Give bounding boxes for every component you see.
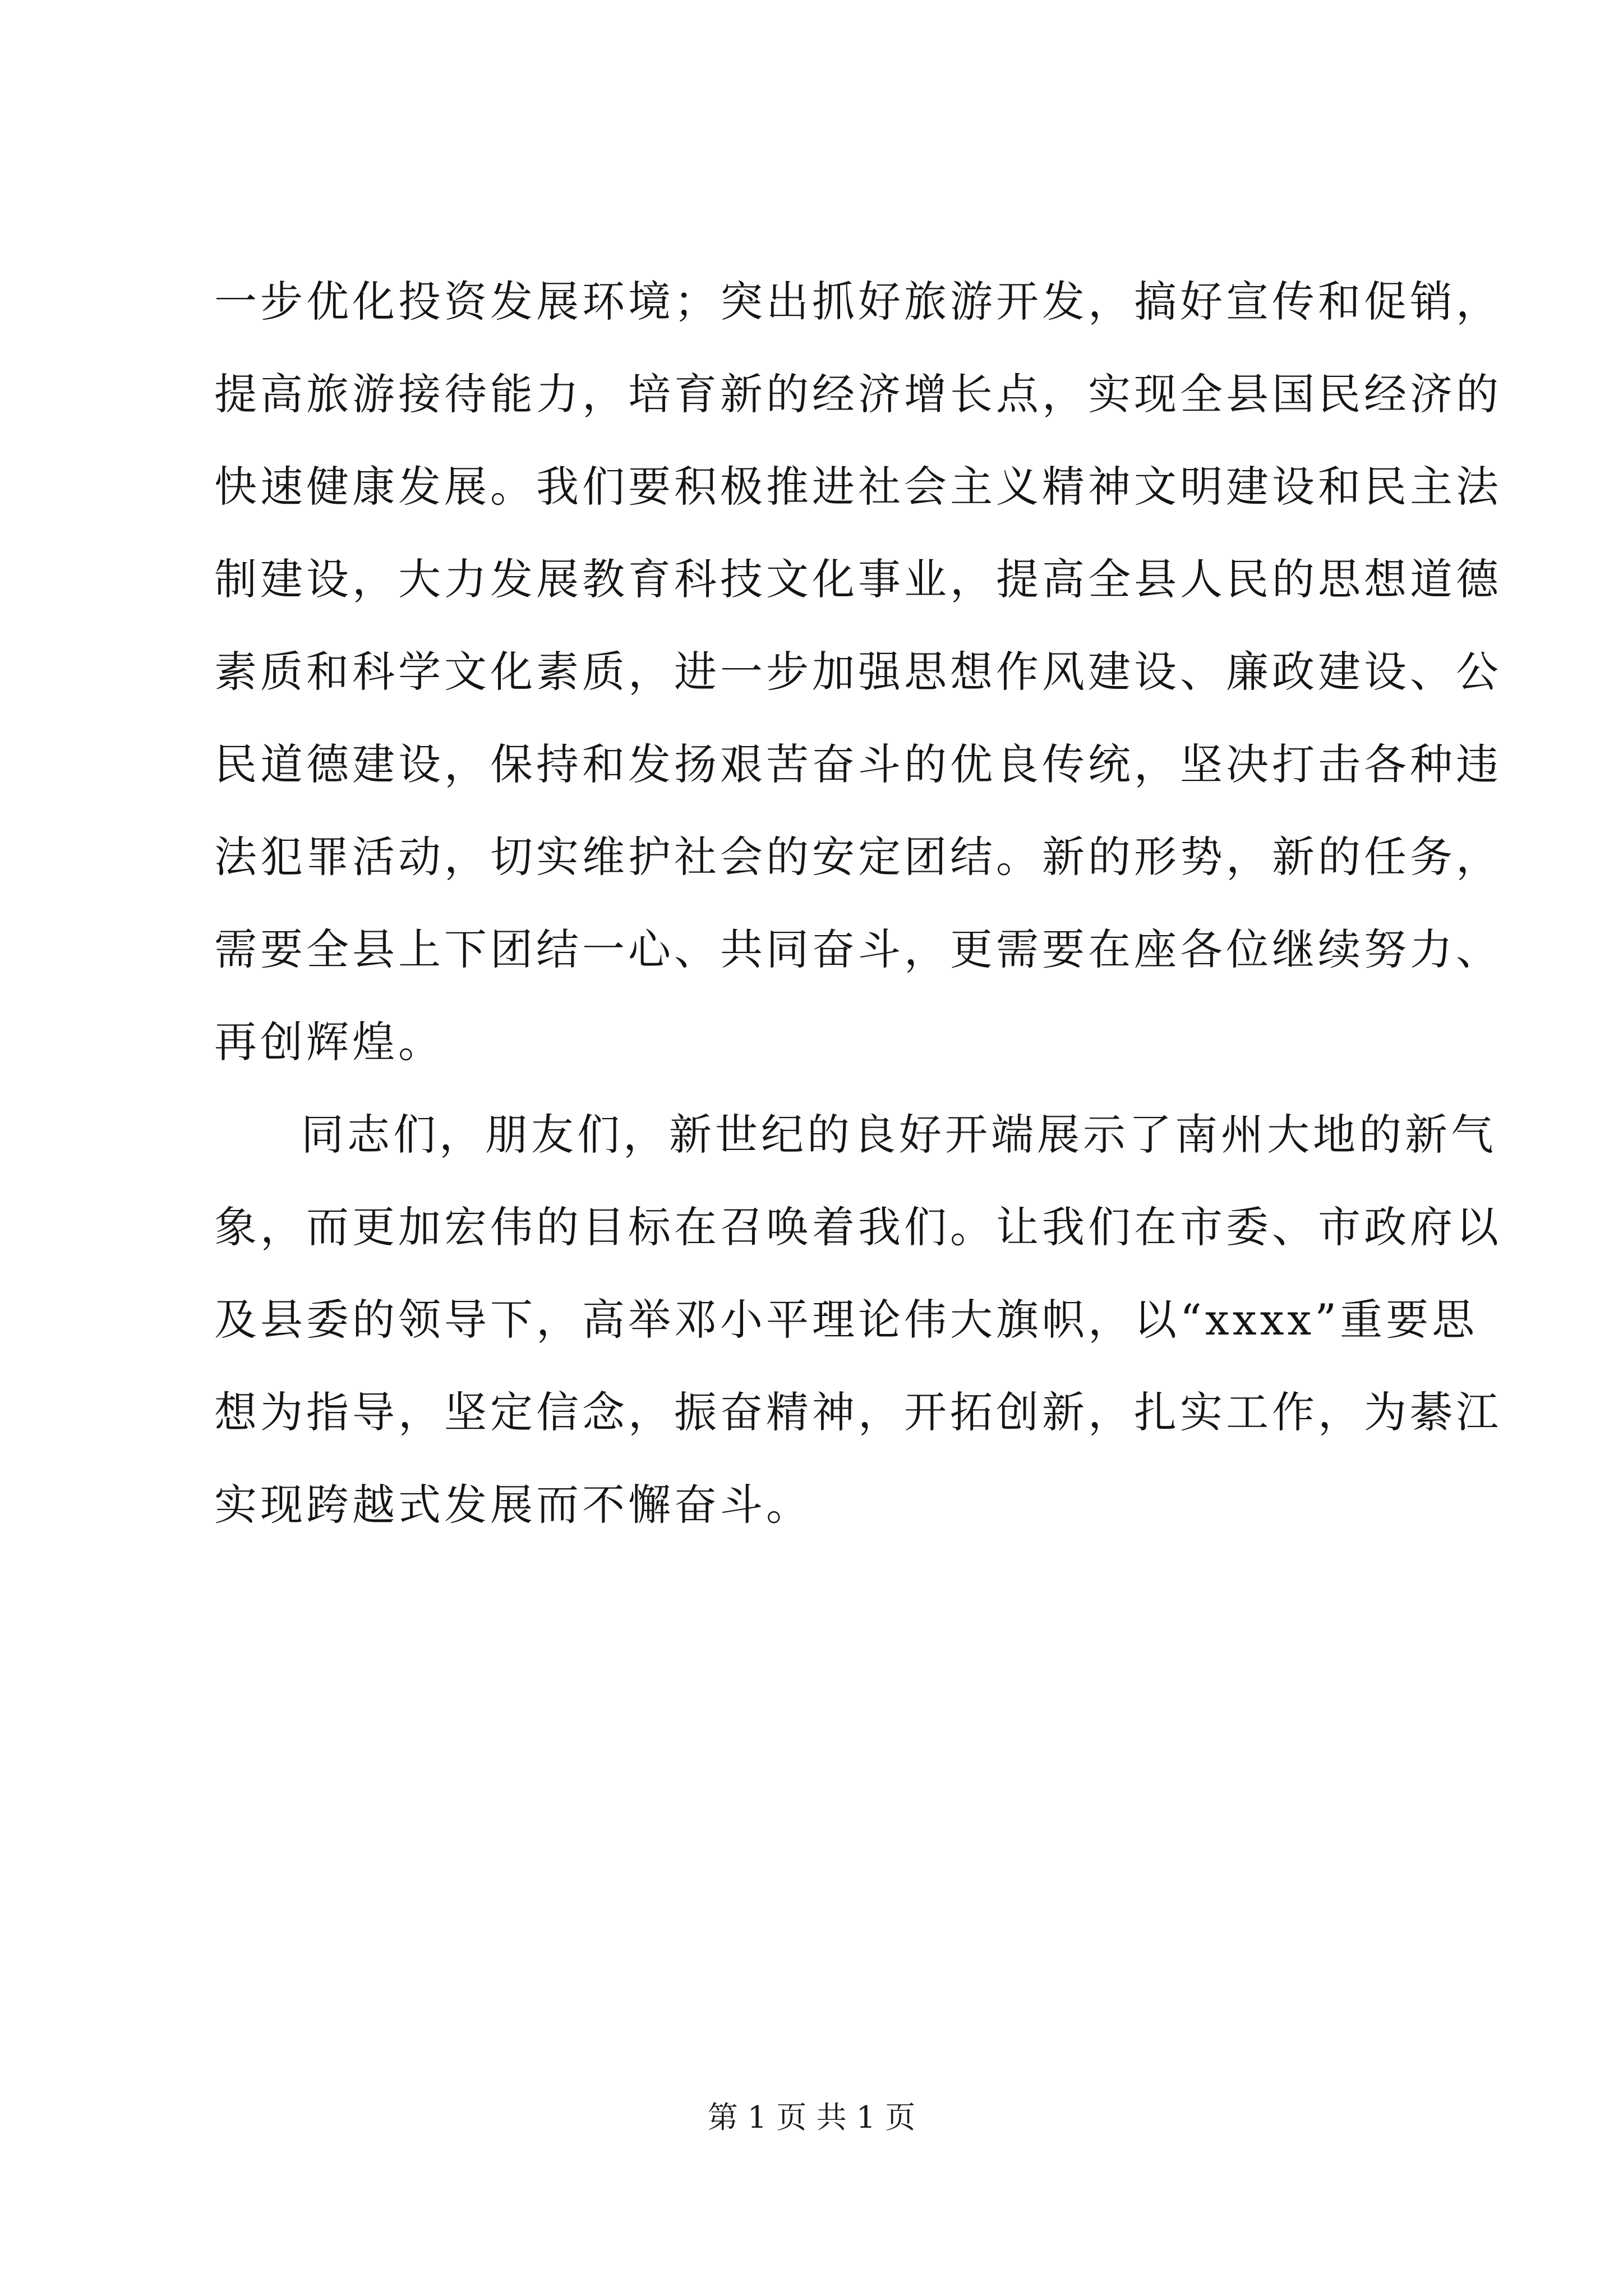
text-line: 提高旅游接待能力，培育新的经济增长点，实现全县国民经济的 — [214, 369, 1502, 419]
text-line: 及县委的领导下，高举邓小平理论伟大旗帜，以“xxxx”重要思 — [214, 1295, 1478, 1345]
text-line: 实现跨越式发展而不懈奋斗。 — [214, 1480, 812, 1530]
text-line: 快速健康发展。我们要积极推进社会主义精神文明建设和民主法 — [214, 462, 1502, 512]
text-line: 制建设，大力发展教育科技文化事业，提高全县人民的思想道德 — [214, 554, 1502, 604]
text-line: 法犯罪活动，切实维护社会的安定团结。新的形势，新的任务， — [214, 832, 1502, 882]
text-line: 再创辉煌。 — [214, 1017, 444, 1067]
paragraph-2 — [214, 1088, 1502, 1551]
text-line: 想为指导，坚定信念，振奋精神，开拓创新，扎实工作，为綦江 — [214, 1387, 1502, 1437]
text-line: 需要全县上下团结一心、共同奋斗，更需要在座各位继续努力、 — [214, 924, 1502, 974]
text-line: 象，而更加宏伟的目标在召唤着我们。让我们在市委、市政府以 — [214, 1202, 1502, 1252]
page-footer: 第 1 页 共 1 页 — [707, 2100, 916, 2135]
document-body — [214, 255, 1502, 1551]
text-line: 一步优化投资发展环境；突出抓好旅游开发，搞好宣传和促销， — [214, 277, 1502, 326]
text-line: 同志们，朋友们，新世纪的良好开端展示了南州大地的新气 — [301, 1110, 1497, 1159]
text-line: 素质和科学文化素质，进一步加强思想作风建设、廉政建设、公 — [214, 647, 1502, 697]
text-line: 民道德建设，保持和发扬艰苦奋斗的优良传统，坚决打击各种违 — [214, 739, 1502, 789]
paragraph-1 — [214, 255, 1502, 1088]
